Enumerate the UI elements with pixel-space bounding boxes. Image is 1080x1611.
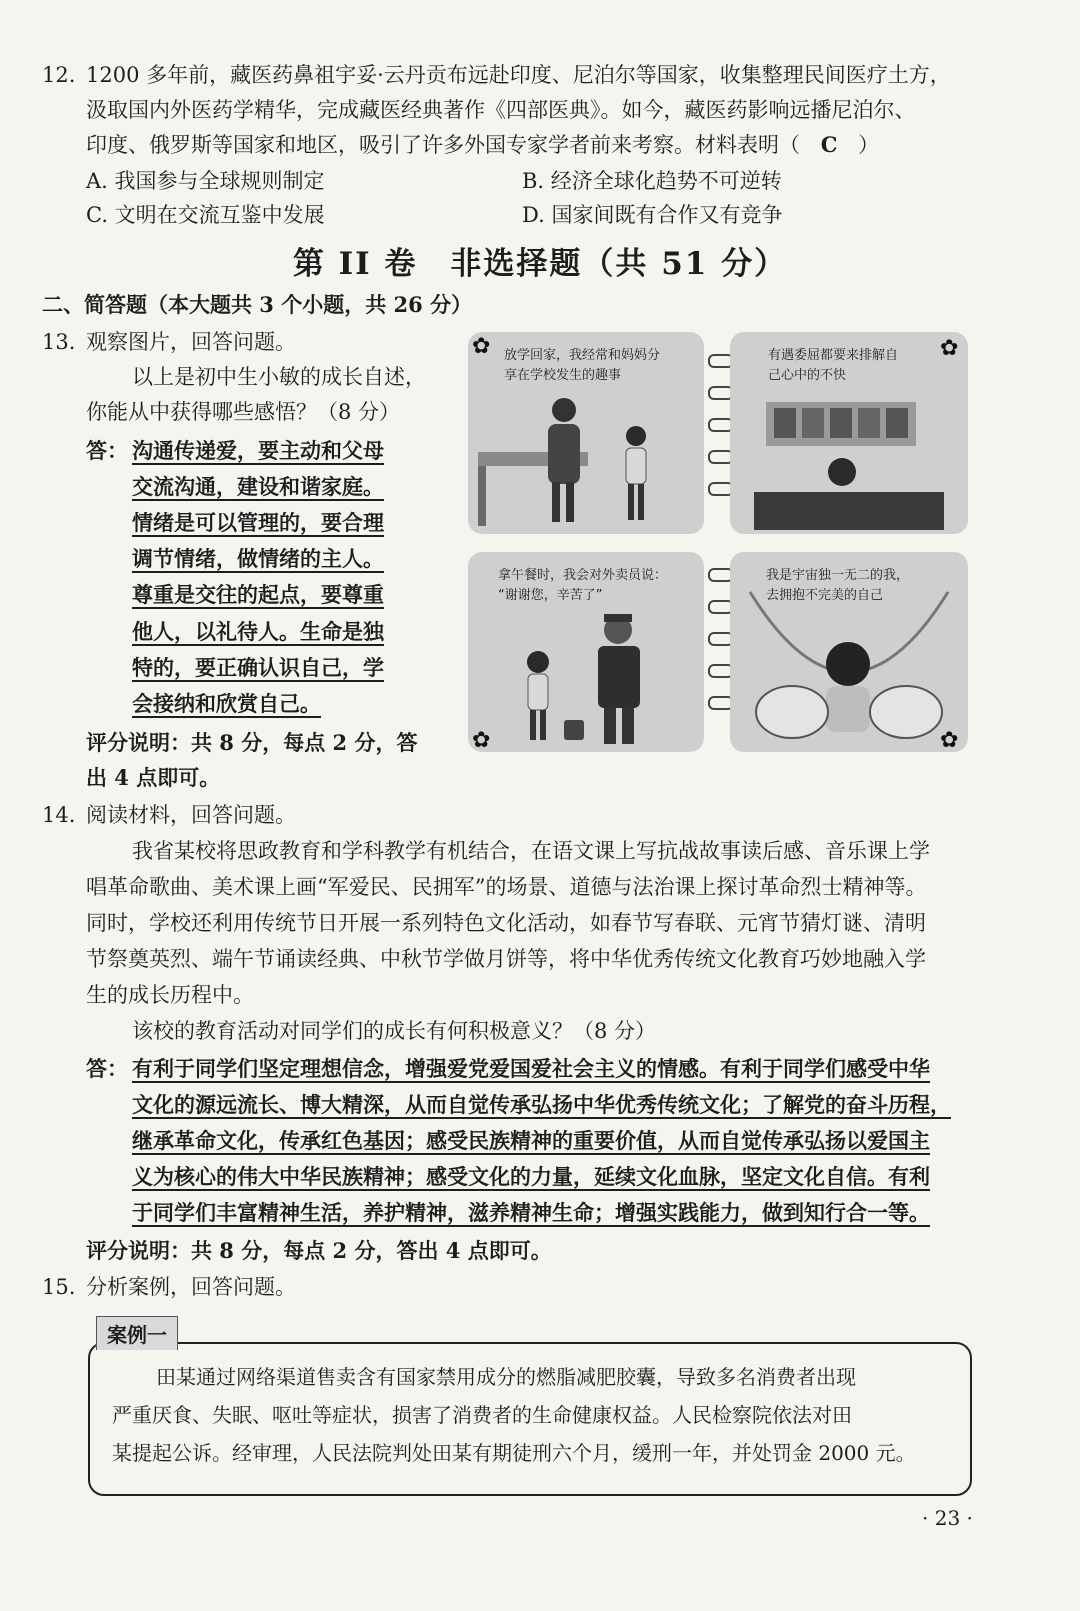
flower-icon: ✿ (472, 334, 491, 359)
q12-line-1: 1200 多年前，藏医药鼻祖宇妥·云丹贡布远赴印度、尼泊尔等国家，收集整理民间医疗土方， (86, 63, 951, 87)
comic-panel-2-caption-line-2: 己心中的不快 (768, 368, 847, 383)
comic-panel-1 (468, 332, 704, 534)
q14-answer-line-3: 继承革命文化，传承红色基因；感受民族精神的重要价值，从而自觉传承弘扬以爱国主 (132, 1128, 930, 1153)
case-line-3: 某提起公诉。经审理，人民法院判处田某有期徒刑六个月，缓刑一年，并处罚金 2000 元。 (112, 1441, 916, 1465)
q14-answer-line-4: 义为核心的伟大中华民族精神；感受文化的力量，延续文化血脉，坚定文化自信。有利 (132, 1164, 930, 1189)
q14-answer-label: 答： (86, 1056, 128, 1081)
q15-number: 15. (42, 1275, 76, 1299)
q14-answer-line-5: 于同学们丰富精神生活，养护精神，滋养精神生命；增强实践能力，做到知行合一等。 (132, 1200, 930, 1225)
q12-option-d: D. 国家间既有合作又有竞争 (522, 203, 783, 227)
q13-number: 13. (42, 330, 76, 354)
q13-answer-line-4: 调节情绪，做情绪的主人。 (132, 546, 384, 571)
mother-daughter-illustration (468, 332, 704, 534)
q13-answer-line-3: 情绪是可以管理的，要合理 (132, 510, 384, 535)
q13-scoring-1: 评分说明：共 8 分，每点 2 分，答 (86, 730, 418, 755)
q14-scoring: 评分说明：共 8 分，每点 2 分，答出 4 点即可。 (86, 1238, 552, 1263)
q14-answer-line-2: 文化的源远流长、博大精深，从而自觉传承弘扬中华优秀传统文化；了解党的奋斗历程， (132, 1092, 951, 1117)
q13-question-1: 以上是初中生小敏的成长自述， (132, 365, 426, 389)
q13-answer-line-1: 沟通传递爱，要主动和父母 (132, 438, 384, 463)
q14-material-5: 生的成长历程中。 (86, 983, 254, 1007)
part2-heading: 二、简答题（本大题共 3 个小题，共 26 分） (42, 292, 473, 317)
q12-option-a: A. 我国参与全球规则制定 (86, 169, 325, 193)
q13-answer-line-5: 尊重是交往的起点，要尊重 (132, 582, 384, 607)
q12-close-paren: ） (858, 133, 880, 157)
delivery-person-illustration (468, 552, 704, 752)
hug-self-illustration (730, 552, 968, 752)
q12-option-b: B. 经济全球化趋势不可逆转 (522, 169, 782, 193)
comic-panel-3-caption-line-1: 拿午餐时，我会对外卖员说： (498, 568, 668, 583)
q14-prompt: 阅读材料，回答问题。 (86, 803, 296, 827)
case-line-2: 严重厌食、失眠、呕吐等症状，损害了消费者的生命健康权益。人民检察院依法对田 (112, 1403, 852, 1427)
q14-material-4: 节祭奠英烈、端午节诵读经典、中秋节学做月饼等，将中华优秀传统文化教育巧妙地融入学 (86, 947, 926, 971)
comic-panel-4-caption-line-1: 我是宇宙独一无二的我， (766, 568, 910, 583)
case-label: 案例一 (96, 1316, 178, 1350)
q12-answer: C (820, 132, 838, 157)
girl-drawing-illustration (730, 332, 968, 534)
q12-line-3 (86, 130, 879, 160)
comic-panel-1-caption-line-1: 放学回家，我经常和妈妈分 (504, 348, 661, 363)
comic-panel-4-caption-line-2: 去拥抱不完美的自己 (766, 588, 884, 603)
q13-comic-grid (466, 330, 970, 754)
q12-line-2: 汲取国内外医药学精华，完成藏医经典著作《四部医典》。如今，藏医药影响远播尼泊尔、 (86, 98, 916, 122)
q14-material-1: 我省某校将思政教育和学科教学有机结合，在语文课上写抗战故事读后感、音乐课上学 (132, 839, 930, 863)
comic-panel-1-caption-line-2: 享在学校发生的趣事 (504, 368, 622, 383)
q13-answer-line-8: 会接纳和欣赏自己。 (132, 691, 321, 716)
comic-panel-3-caption-line-2: “谢谢您，辛苦了” (498, 588, 603, 603)
q12-option-c: C. 文明在交流互鉴中发展 (86, 203, 325, 227)
q12-number: 12. (42, 63, 76, 87)
section-title: 第 II 卷 非选择题（共 51 分） (292, 246, 788, 282)
flower-icon: ✿ (940, 728, 959, 753)
page-number: · 23 · (922, 1506, 973, 1530)
q13-answer-line-7: 特的，要正确认识自己，学 (132, 655, 384, 680)
comic-panel-2 (730, 332, 968, 534)
q13-answer-line-6: 他人，以礼待人。生命是独 (132, 619, 384, 644)
comic-panel-3 (468, 552, 704, 752)
q14-question: 该校的教育活动对同学们的成长有何积极意义？（8 分） (132, 1019, 657, 1043)
flower-icon: ✿ (940, 336, 959, 361)
q14-material-3: 同时，学校还利用传统节日开展一系列特色文化活动，如春节写春联、元宵节猜灯谜、清明 (86, 911, 926, 935)
q13-scoring-2: 出 4 点即可。 (86, 765, 221, 790)
q14-material-2: 唱革命歌曲、美术课上画“军爱民、民拥军”的场景、道德与法治课上探讨革命烈士精神等。 (86, 875, 927, 899)
q13-answer-label: 答： (86, 438, 128, 463)
q12-line-3-text: 印度、俄罗斯等国家和地区，吸引了许多外国专家学者前来考察。材料表明（ (86, 133, 800, 157)
comic-panel-2-caption-line-1: 有遇委屈都要来排解自 (768, 348, 899, 363)
comic-panel-4 (730, 552, 968, 752)
q15-prompt: 分析案例，回答问题。 (86, 1275, 296, 1299)
case-line-1: 田某通过网络渠道售卖含有国家禁用成分的燃脂减肥胶囊，导致多名消费者出现 (156, 1365, 856, 1389)
q13-prompt: 观察图片，回答问题。 (86, 330, 296, 354)
q14-answer-line-1: 有利于同学们坚定理想信念，增强爱党爱国爱社会主义的情感。有利于同学们感受中华 (132, 1056, 930, 1081)
flower-icon: ✿ (472, 728, 491, 753)
q14-number: 14. (42, 803, 76, 827)
q13-answer-line-2: 交流沟通，建设和谐家庭。 (132, 474, 384, 499)
q13-question-2: 你能从中获得哪些感悟？（8 分） (86, 400, 401, 424)
